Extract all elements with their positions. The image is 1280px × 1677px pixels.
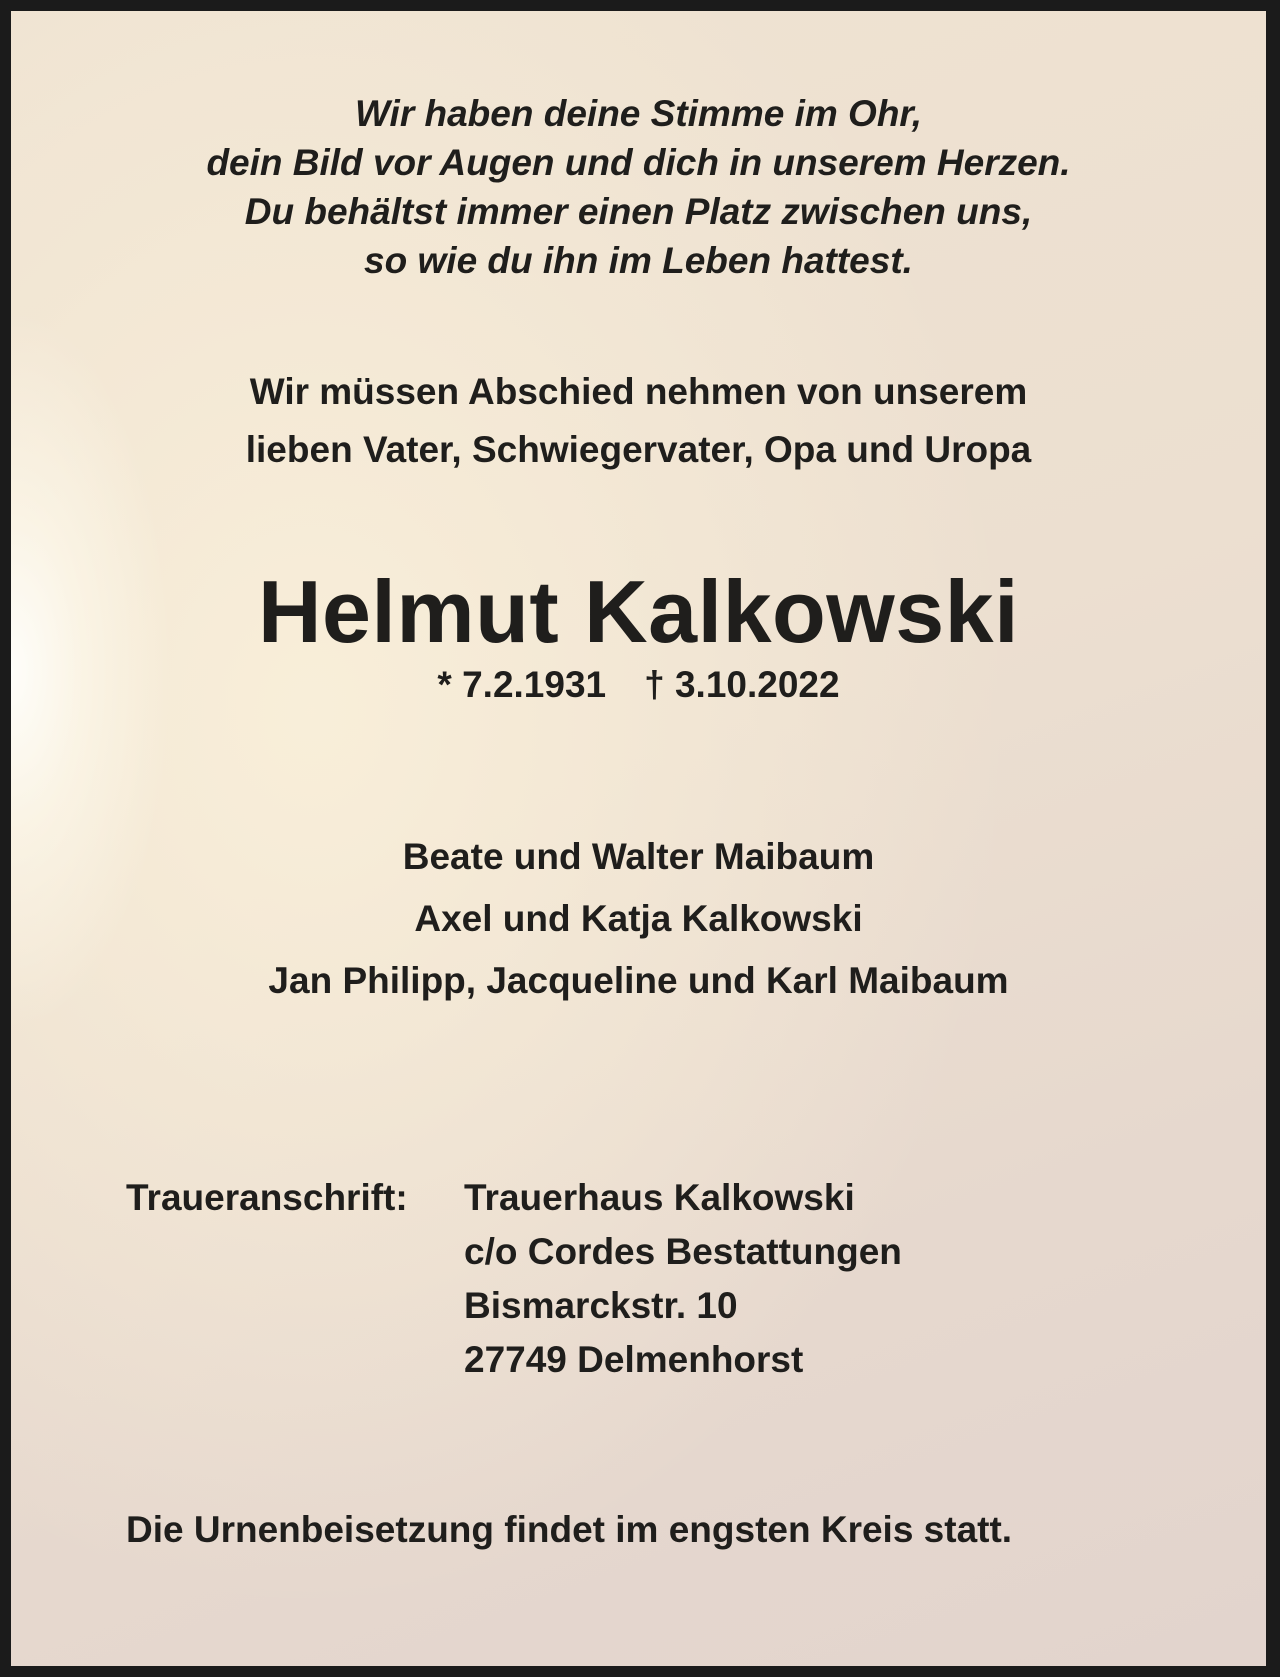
mourner-line: Jan Philipp, Jacqueline und Karl Maibaum — [268, 960, 1009, 1001]
quote-line: Du behältst immer einen Platz zwischen uns, — [244, 191, 1033, 232]
quote-line: Wir haben deine Stimme im Ohr, — [354, 93, 923, 134]
quote-line: dein Bild vor Augen und dich in unserem Herzen. — [206, 142, 1071, 183]
quote-line: so wie du ihn im Leben hattest. — [364, 240, 913, 281]
address-line: Trauerhaus Kalkowski — [464, 1177, 855, 1218]
address-line: Bismarckstr. 10 — [464, 1285, 738, 1326]
address-line: c/o Cordes Bestattungen — [464, 1231, 902, 1272]
condolence-address — [126, 1171, 902, 1387]
birth-date: * 7.2.1931 — [437, 664, 607, 705]
farewell-intro — [11, 363, 1266, 479]
mourners-list — [11, 826, 1266, 1012]
obituary-notice — [11, 11, 1266, 1666]
intro-line: Wir müssen Abschied nehmen von unserem — [249, 371, 1028, 412]
deceased-name: Helmut Kalkowski — [257, 562, 1020, 661]
mourner-line: Beate und Walter Maibaum — [402, 836, 875, 877]
address-line: 27749 Delmenhorst — [464, 1339, 804, 1380]
intro-line: lieben Vater, Schwiegervater, Opa und Uropa — [245, 429, 1032, 470]
life-dates — [11, 662, 1266, 708]
death-date: † 3.10.2022 — [644, 664, 840, 705]
memorial-quote — [11, 89, 1266, 285]
mourner-line: Axel und Katja Kalkowski — [414, 898, 863, 939]
burial-note: Die Urnenbeisetzung findet im engsten Kreis statt. — [126, 1509, 1013, 1550]
address-label: Traueranschrift: — [126, 1177, 408, 1218]
